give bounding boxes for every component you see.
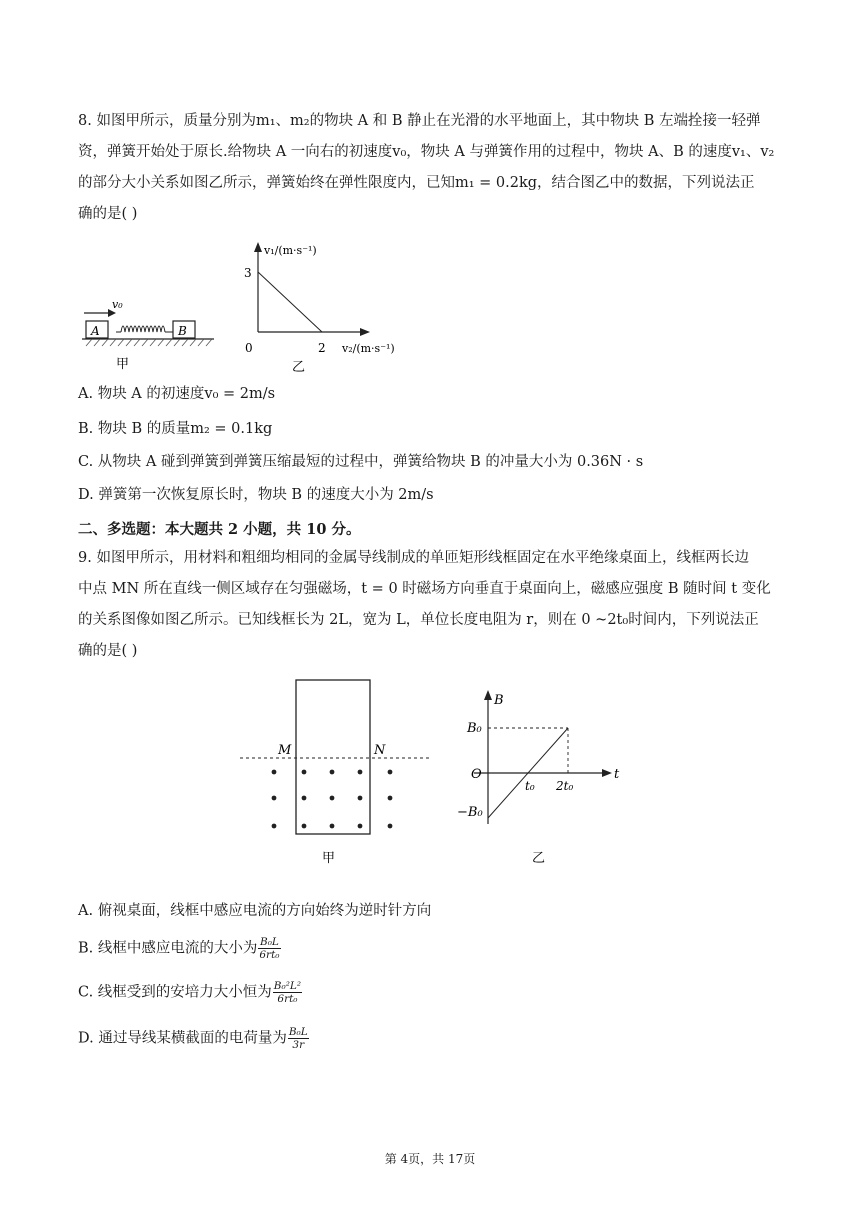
fraction-numerator: B₀L — [259, 936, 279, 948]
q9-option-c-text: C. 线框受到的安培力大小恒为 — [78, 984, 272, 1001]
figure-caption-yi: 乙 — [292, 360, 306, 375]
q9-figure-yi — [452, 684, 632, 870]
q9-line-1: 9. 如图甲所示，用材料和粗细均相同的金属导线制成的单匝矩形线框固定在水平绝缘桌面上，线框两长边 — [78, 550, 749, 566]
q8-option-c: C. 从物块 A 碰到弹簧到弹簧压缩最短的过程中，弹簧给物块 B 的冲量大小为 0.36N · s — [78, 454, 644, 470]
x-tick-label: 2 — [318, 341, 326, 355]
q9-option-d-fraction — [288, 1026, 309, 1051]
y-tick-label: 3 — [244, 266, 252, 280]
q8-stem — [78, 106, 783, 230]
origin-label: 0 — [245, 341, 253, 355]
origin-label: O — [471, 767, 482, 782]
t0-label: t₀ — [525, 779, 535, 793]
block-b-label: B — [178, 324, 187, 338]
fraction-denominator: 6rt₀ — [259, 949, 280, 961]
y-positive-label: B₀ — [467, 721, 482, 736]
fraction-denominator: 3r — [292, 1039, 305, 1051]
q8-option-b: B. 物块 B 的质量m₂ = 0.1kg — [78, 421, 273, 437]
block-a-label: A — [91, 324, 100, 338]
section-title: 二、多选题：本大题共 2 小题，共 10 分。 — [78, 521, 361, 538]
q9-option-b — [78, 936, 281, 961]
page-footer: 第 4页，共 17页 — [384, 1152, 476, 1166]
label-m: M — [278, 743, 292, 758]
y-negative-label: −B₀ — [457, 805, 483, 820]
label-n: N — [374, 743, 386, 758]
q9-line-3: 的关系图像如图乙所示。已知线框长为 2L，宽为 L，单位长度电阻为 r，则在 0 ~2t₀时间内，下列说法正 — [78, 612, 759, 628]
q8-line-4: 确的是( ) — [78, 206, 138, 222]
y-axis-label: v₁/(m·s⁻¹) — [264, 244, 317, 257]
q9-option-c-fraction — [273, 980, 302, 1005]
q9-option-d — [78, 1026, 309, 1051]
q9-figure-jia — [236, 674, 436, 870]
figure-caption-yi: 乙 — [532, 851, 546, 866]
fraction-denominator: 6rt₀ — [277, 993, 298, 1005]
x-axis-label: v₂/(m·s⁻¹) — [342, 342, 395, 355]
figure-caption-jia: 甲 — [116, 357, 130, 372]
q8-figure-yi — [236, 240, 416, 376]
q9-stem — [78, 543, 783, 667]
q9-option-b-text: B. 线框中感应电流的大小为 — [78, 940, 258, 957]
q9-line-4: 确的是( ) — [78, 643, 138, 659]
q9-line-2: 中点 MN 所在直线一侧区域存在匀强磁场，t = 0 时磁场方向垂直于桌面向上，磁感应强度 B 随时间 t 变化 — [78, 581, 771, 597]
q8-option-a: A. 物块 A 的初速度v₀ = 2m/s — [78, 386, 276, 402]
q9-option-a: A. 俯视桌面，线框中感应电流的方向始终为逆时针方向 — [78, 903, 432, 919]
y-axis-label: B — [494, 693, 504, 708]
rectangular-coil — [296, 680, 370, 834]
q8-line-3: 的部分大小关系如图乙所示，弹簧始终在弹性限度内，已知m₁ = 0.2kg，结合图乙中的数据，下列说法正 — [78, 175, 755, 191]
q8-option-d: D. 弹簧第一次恢复原长时，物块 B 的速度大小为 2m/s — [78, 487, 434, 503]
q8-line-1: 8. 如图甲所示，质量分别为m₁、m₂的物块 A 和 B 静止在光滑的水平地面上，其中物块 B 左端拴接一轻弹 — [78, 113, 761, 129]
magnetic-field-dots — [272, 770, 393, 829]
fraction-numerator: B₀²L² — [273, 980, 302, 992]
q9-option-c — [78, 980, 302, 1005]
figure-caption-jia: 甲 — [322, 851, 336, 866]
velocity-label: v₀ — [112, 298, 123, 311]
q8-line-2: 资，弹簧开始处于原长.给物块 A 一向右的初速度v₀，物块 A 与弹簧作用的过程中，物块 A、B 的速度v₁、v₂ — [78, 144, 775, 160]
x-axis-label: t — [614, 767, 620, 782]
spring — [121, 326, 165, 332]
v1-v2-line — [258, 272, 322, 332]
q8-figure-jia — [78, 292, 218, 376]
q9-option-d-text: D. 通过导线某横截面的电荷量为 — [78, 1030, 287, 1047]
q9-option-b-fraction — [258, 936, 280, 961]
fraction-numerator: B₀L — [288, 1026, 308, 1038]
2t0-label: 2t₀ — [556, 779, 574, 793]
